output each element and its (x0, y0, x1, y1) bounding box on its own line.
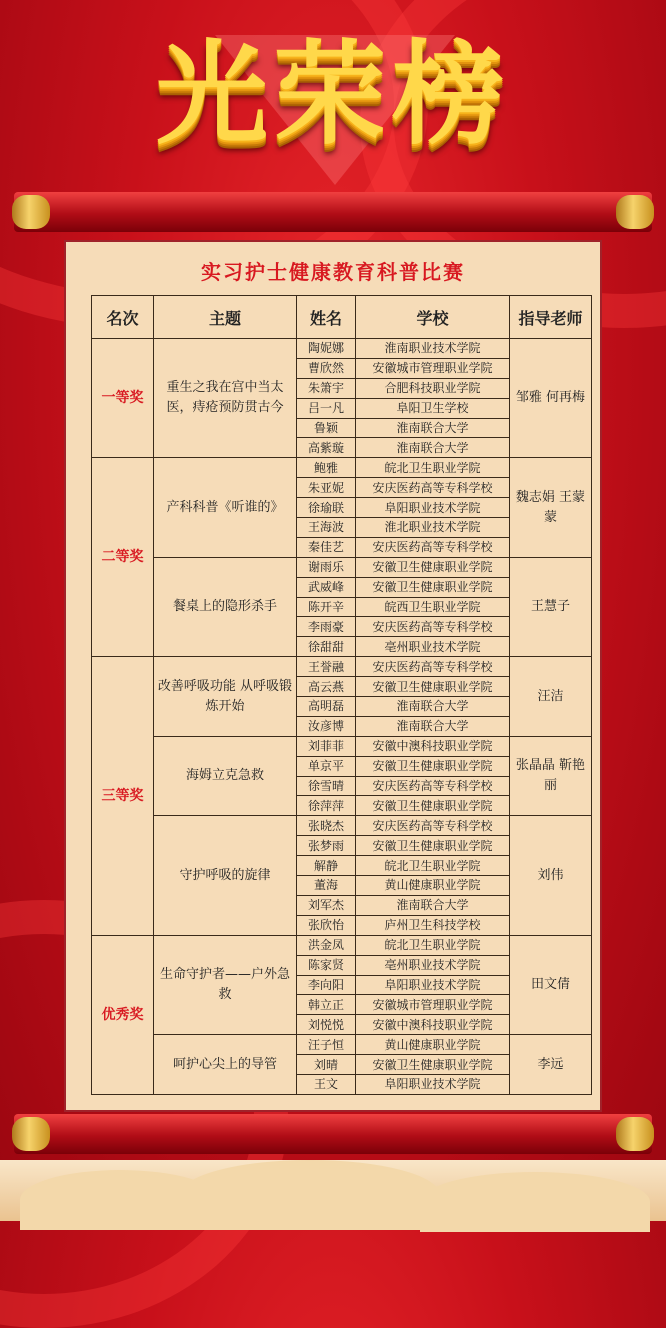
name-cell: 秦佳艺 (297, 537, 356, 557)
school-cell: 淮南联合大学 (356, 697, 510, 717)
school-cell: 黄山健康职业学院 (356, 876, 510, 896)
rank-cell: 二等奖 (92, 458, 154, 657)
name-cell: 王誉融 (297, 657, 356, 677)
roller-cap (12, 1117, 50, 1151)
column-header: 名次 (92, 296, 154, 339)
school-cell: 安徽城市管理职业学院 (356, 358, 510, 378)
name-cell: 李雨豪 (297, 617, 356, 637)
name-cell: 刘菲菲 (297, 736, 356, 756)
topic-cell: 守护呼吸的旋律 (154, 816, 297, 935)
name-cell: 王海波 (297, 518, 356, 538)
roller-cap (616, 195, 654, 229)
school-cell: 安庆医药高等专科学校 (356, 617, 510, 637)
name-cell: 陈家贤 (297, 955, 356, 975)
school-cell: 皖北卫生职业学院 (356, 935, 510, 955)
poster-subtitle: 实习护士健康教育科普比赛 (201, 260, 465, 284)
scroll-roller-top (14, 192, 652, 232)
table-row (92, 557, 592, 577)
name-cell: 解静 (297, 856, 356, 876)
name-cell: 谢雨乐 (297, 557, 356, 577)
table-row (92, 736, 592, 756)
column-header: 指导老师 (510, 296, 592, 339)
name-cell: 朱箫宇 (297, 378, 356, 398)
rank-cell: 一等奖 (92, 339, 154, 458)
teacher-cell: 魏志娟 王蒙蒙 (510, 458, 592, 557)
table-row (92, 339, 592, 359)
topic-cell: 重生之我在宫中当太医，痔疮预防贯古今 (154, 339, 297, 458)
name-cell: 张梦雨 (297, 836, 356, 856)
table-body (92, 339, 592, 1095)
school-cell: 亳州职业技术学院 (356, 955, 510, 975)
teacher-cell: 张晶晶 靳艳丽 (510, 736, 592, 816)
name-cell: 陶妮娜 (297, 339, 356, 359)
school-cell: 安徽卫生健康职业学院 (356, 557, 510, 577)
school-cell: 安徽卫生健康职业学院 (356, 756, 510, 776)
name-cell: 单京平 (297, 756, 356, 776)
name-cell: 韩立正 (297, 995, 356, 1015)
name-cell: 朱亚妮 (297, 478, 356, 498)
rank-cell: 优秀奖 (92, 935, 154, 1094)
rank-cell: 三等奖 (92, 657, 154, 935)
name-cell: 高紫璇 (297, 438, 356, 458)
school-cell: 淮南联合大学 (356, 716, 510, 736)
school-cell: 安庆医药高等专科学校 (356, 776, 510, 796)
decorative-clouds (0, 1160, 666, 1221)
school-cell: 安徽卫生健康职业学院 (356, 577, 510, 597)
school-cell: 合肥科技职业学院 (356, 378, 510, 398)
school-cell: 阜阳职业技术学院 (356, 975, 510, 995)
topic-cell: 产科科普《听谁的》 (154, 458, 297, 557)
school-cell: 阜阳职业技术学院 (356, 1074, 510, 1094)
name-cell: 董海 (297, 876, 356, 896)
name-cell: 徐萍萍 (297, 796, 356, 816)
roller-cap (12, 195, 50, 229)
school-cell: 淮南职业技术学院 (356, 339, 510, 359)
school-cell: 皖西卫生职业学院 (356, 597, 510, 617)
name-cell: 徐甜甜 (297, 637, 356, 657)
topic-cell: 生命守护者——户外急救 (154, 935, 297, 1034)
school-cell: 安庆医药高等专科学校 (356, 816, 510, 836)
school-cell: 淮南联合大学 (356, 895, 510, 915)
school-cell: 安庆医药高等专科学校 (356, 657, 510, 677)
poster-title: 光荣榜 (156, 30, 510, 160)
name-cell: 鲁颖 (297, 418, 356, 438)
school-cell: 淮北职业技术学院 (356, 518, 510, 538)
school-cell: 安徽中澳科技职业学院 (356, 1015, 510, 1035)
teacher-cell: 刘伟 (510, 816, 592, 935)
teacher-cell: 邹雅 何再梅 (510, 339, 592, 458)
school-cell: 皖北卫生职业学院 (356, 856, 510, 876)
name-cell: 吕一凡 (297, 398, 356, 418)
column-header: 主题 (154, 296, 297, 339)
table-row (92, 1035, 592, 1055)
table-row (92, 657, 592, 677)
name-cell: 张晓杰 (297, 816, 356, 836)
name-cell: 徐瑜联 (297, 498, 356, 518)
name-cell: 高明磊 (297, 697, 356, 717)
topic-cell: 餐桌上的隐形杀手 (154, 557, 297, 656)
name-cell: 刘悦悦 (297, 1015, 356, 1035)
school-cell: 阜阳卫生学校 (356, 398, 510, 418)
school-cell: 淮南联合大学 (356, 418, 510, 438)
roller-cap (616, 1117, 654, 1151)
topic-cell: 海姆立克急救 (154, 736, 297, 816)
name-cell: 张欣怡 (297, 915, 356, 935)
name-cell: 汪子恒 (297, 1035, 356, 1055)
topic-cell: 呵护心尖上的导管 (154, 1035, 297, 1095)
school-cell: 阜阳职业技术学院 (356, 498, 510, 518)
school-cell: 安庆医药高等专科学校 (356, 537, 510, 557)
topic-cell: 改善呼吸功能 从呼吸锻炼开始 (154, 657, 297, 737)
table-row (92, 935, 592, 955)
school-cell: 安徽卫生健康职业学院 (356, 677, 510, 697)
school-cell: 安庆医药高等专科学校 (356, 478, 510, 498)
teacher-cell: 田文倩 (510, 935, 592, 1034)
school-cell: 黄山健康职业学院 (356, 1035, 510, 1055)
school-cell: 安徽卫生健康职业学院 (356, 1055, 510, 1075)
school-cell: 安徽卫生健康职业学院 (356, 836, 510, 856)
name-cell: 曹欣然 (297, 358, 356, 378)
name-cell: 刘军杰 (297, 895, 356, 915)
honor-roll-table (91, 295, 592, 1095)
school-cell: 皖北卫生职业学院 (356, 458, 510, 478)
name-cell: 洪金凤 (297, 935, 356, 955)
name-cell: 鲍雅 (297, 458, 356, 478)
name-cell: 刘晴 (297, 1055, 356, 1075)
table-row (92, 458, 592, 478)
school-cell: 安徽中澳科技职业学院 (356, 736, 510, 756)
school-cell: 亳州职业技术学院 (356, 637, 510, 657)
school-cell: 淮南联合大学 (356, 438, 510, 458)
school-cell: 庐州卫生科技学校 (356, 915, 510, 935)
school-cell: 安徽卫生健康职业学院 (356, 796, 510, 816)
name-cell: 李向阳 (297, 975, 356, 995)
teacher-cell: 王慧子 (510, 557, 592, 656)
column-header: 姓名 (297, 296, 356, 339)
school-cell: 安徽城市管理职业学院 (356, 995, 510, 1015)
name-cell: 武威峰 (297, 577, 356, 597)
table-row (92, 816, 592, 836)
table-header-row (92, 296, 592, 339)
name-cell: 徐雪晴 (297, 776, 356, 796)
name-cell: 王文 (297, 1074, 356, 1094)
name-cell: 陈开辛 (297, 597, 356, 617)
teacher-cell: 汪洁 (510, 657, 592, 737)
column-header: 学校 (356, 296, 510, 339)
name-cell: 汝彦博 (297, 716, 356, 736)
scroll-roller-bottom (14, 1114, 652, 1154)
name-cell: 高云燕 (297, 677, 356, 697)
teacher-cell: 李远 (510, 1035, 592, 1095)
